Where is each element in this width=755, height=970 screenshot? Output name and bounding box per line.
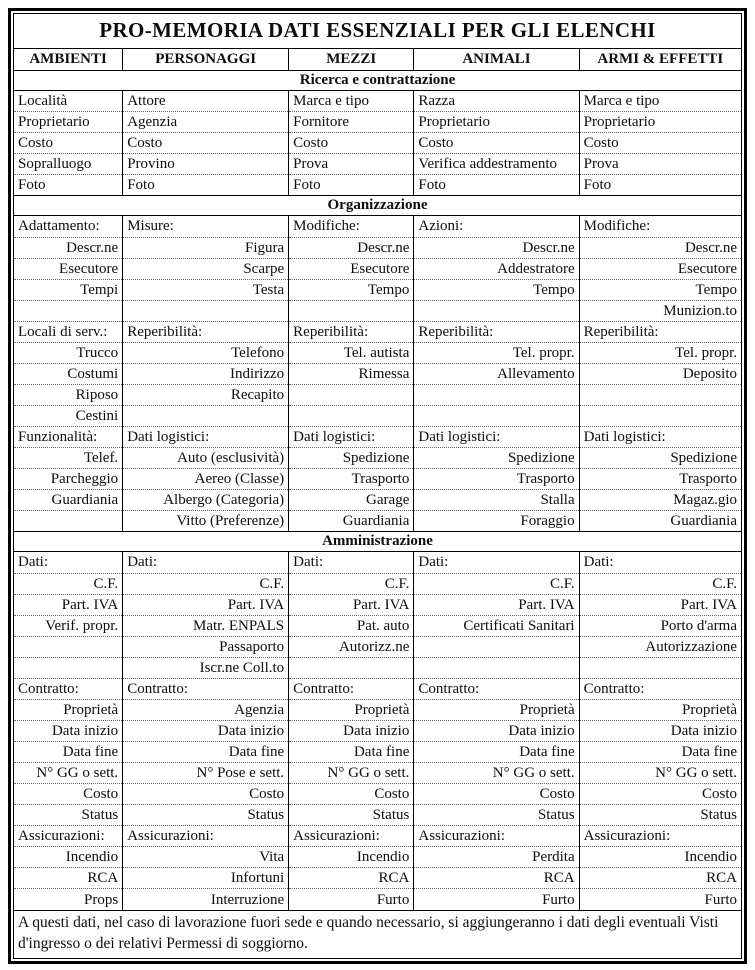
table-row xyxy=(14,657,742,678)
table-cell: Vitto (Preferenze) xyxy=(123,511,289,532)
table-cell: Autorizzazione xyxy=(579,636,741,657)
table-cell: Passaporto xyxy=(123,636,289,657)
table-cell: Spedizione xyxy=(414,448,579,469)
table-cell: Foto xyxy=(414,175,579,196)
table-row xyxy=(14,448,742,469)
table-cell xyxy=(414,657,579,678)
table-cell: Dati: xyxy=(123,552,289,573)
table-row xyxy=(14,699,742,720)
section-header: Amministrazione xyxy=(14,532,742,552)
table-cell: Assicurazioni: xyxy=(123,826,289,847)
table-cell: Pat. auto xyxy=(289,615,414,636)
table-cell: Perdita xyxy=(414,847,579,868)
column-header-row xyxy=(14,49,742,71)
table-row xyxy=(14,615,742,636)
table-row xyxy=(14,805,742,826)
table-cell: Esecutore xyxy=(14,258,123,279)
table-cell: Assicurazioni: xyxy=(414,826,579,847)
table-row xyxy=(14,342,742,363)
table-cell: Dati: xyxy=(579,552,741,573)
table-cell: Costo xyxy=(123,784,289,805)
table-row xyxy=(14,91,742,112)
table-cell: RCA xyxy=(289,868,414,889)
table-cell: Trasporto xyxy=(289,469,414,490)
table-cell: Foto xyxy=(579,175,741,196)
table-cell: Part. IVA xyxy=(414,594,579,615)
table-cell xyxy=(14,300,123,321)
table-cell: RCA xyxy=(414,868,579,889)
table-cell: Proprietà xyxy=(14,699,123,720)
table-cell: Dati logistici: xyxy=(289,427,414,448)
table-cell xyxy=(579,406,741,427)
table-cell: Data fine xyxy=(14,742,123,763)
table-cell xyxy=(414,406,579,427)
table-cell: Data inizio xyxy=(14,720,123,741)
table-cell: Costumi xyxy=(14,363,123,384)
table-cell: Porto d'arma xyxy=(579,615,741,636)
table-row xyxy=(14,279,742,300)
table-cell: C.F. xyxy=(289,573,414,594)
table-row xyxy=(14,406,742,427)
table-cell: Garage xyxy=(289,490,414,511)
table-cell: Dati logistici: xyxy=(414,427,579,448)
table-cell: Dati: xyxy=(14,552,123,573)
table-cell: Tempi xyxy=(14,279,123,300)
table-cell: Data inizio xyxy=(579,720,741,741)
table-cell: Incendio xyxy=(579,847,741,868)
table-cell: Interruzione xyxy=(123,889,289,911)
table-cell: Tempo xyxy=(289,279,414,300)
table-cell: Razza xyxy=(414,91,579,112)
table-cell: Trasporto xyxy=(414,469,579,490)
table-cell: Guardiania xyxy=(14,490,123,511)
table-cell: Data inizio xyxy=(123,720,289,741)
table-cell: C.F. xyxy=(14,573,123,594)
table-cell xyxy=(14,511,123,532)
table-cell: Tempo xyxy=(579,279,741,300)
title-row xyxy=(14,14,742,49)
table-cell: Furto xyxy=(579,889,741,911)
table-cell: Esecutore xyxy=(289,258,414,279)
table-cell: Proprietà xyxy=(414,699,579,720)
table-cell: Dati logistici: xyxy=(123,427,289,448)
table-cell: Data fine xyxy=(289,742,414,763)
table-cell xyxy=(414,636,579,657)
table-cell: Spedizione xyxy=(289,448,414,469)
table-cell: Auto (esclusività) xyxy=(123,448,289,469)
table-cell: Azioni: xyxy=(414,216,579,237)
table-frame xyxy=(8,8,747,964)
table-cell: Assicurazioni: xyxy=(289,826,414,847)
table-cell: Status xyxy=(579,805,741,826)
table-cell: Telef. xyxy=(14,448,123,469)
table-cell: Modifiche: xyxy=(579,216,741,237)
table-cell: Contratto: xyxy=(289,678,414,699)
table-row xyxy=(14,763,742,784)
table-cell: Costo xyxy=(579,133,741,154)
table-cell: Guardiania xyxy=(289,511,414,532)
table-cell: Tel. propr. xyxy=(414,342,579,363)
table-row xyxy=(14,112,742,133)
section-header-row xyxy=(14,532,742,552)
table-cell: Adattamento: xyxy=(14,216,123,237)
table-cell: Albergo (Categoria) xyxy=(123,490,289,511)
table-cell xyxy=(414,384,579,405)
table-row xyxy=(14,889,742,911)
table-cell: Costo xyxy=(414,784,579,805)
table-cell: Incendio xyxy=(14,847,123,868)
table-cell: Props xyxy=(14,889,123,911)
table-cell: Foto xyxy=(14,175,123,196)
table-cell: Foto xyxy=(123,175,289,196)
table-cell xyxy=(579,384,741,405)
table-cell: Sopralluogo xyxy=(14,154,123,175)
table-cell: Riposo xyxy=(14,384,123,405)
table-cell: Funzionalità: xyxy=(14,427,123,448)
table-cell: Part. IVA xyxy=(579,594,741,615)
table-cell: Contratto: xyxy=(123,678,289,699)
table-cell: Data fine xyxy=(414,742,579,763)
table-cell: Part. IVA xyxy=(14,594,123,615)
table-cell: Cestini xyxy=(14,406,123,427)
table-cell: Descr.ne xyxy=(14,237,123,258)
table-cell: Foto xyxy=(289,175,414,196)
table-row xyxy=(14,594,742,615)
table-cell: Data inizio xyxy=(289,720,414,741)
table-cell xyxy=(123,300,289,321)
table-row xyxy=(14,258,742,279)
table-cell: Reperibilità: xyxy=(579,321,741,342)
table-cell: Addestratore xyxy=(414,258,579,279)
table-cell: Costo xyxy=(289,784,414,805)
table-cell: N° Pose e sett. xyxy=(123,763,289,784)
column-header-animali: ANIMALI xyxy=(414,49,579,71)
table-cell: RCA xyxy=(579,868,741,889)
table-row xyxy=(14,175,742,196)
section-header-row xyxy=(14,196,742,216)
table-cell: Guardiania xyxy=(579,511,741,532)
table-cell: Descr.ne xyxy=(414,237,579,258)
table-cell: Proprietario xyxy=(579,112,741,133)
table-cell xyxy=(414,300,579,321)
table-row xyxy=(14,847,742,868)
table-cell: Data fine xyxy=(123,742,289,763)
table-cell: Provino xyxy=(123,154,289,175)
table-cell: Esecutore xyxy=(579,258,741,279)
table-cell: Status xyxy=(414,805,579,826)
table-row xyxy=(14,868,742,889)
table-cell: N° GG o sett. xyxy=(14,763,123,784)
table-cell: Verif. propr. xyxy=(14,615,123,636)
table-cell: Furto xyxy=(289,889,414,911)
table-cell: Contratto: xyxy=(579,678,741,699)
footer-note: A questi dati, nel caso di lavorazione fuori sede e quando necessario, si aggiungeranno i dati degli eventuali Visti d'ingresso o dei relativi Permessi di soggiorno. xyxy=(14,911,742,959)
table-row xyxy=(14,826,742,847)
table-cell: Magaz.gio xyxy=(579,490,741,511)
table-cell: Agenzia xyxy=(123,112,289,133)
table-cell: Verifica addestramento xyxy=(414,154,579,175)
table-cell: Data inizio xyxy=(414,720,579,741)
table-cell: Contratto: xyxy=(14,678,123,699)
table-cell: N° GG o sett. xyxy=(579,763,741,784)
table-cell: Fornitore xyxy=(289,112,414,133)
table-cell xyxy=(123,406,289,427)
table-row xyxy=(14,490,742,511)
table-cell xyxy=(289,300,414,321)
table-cell xyxy=(579,657,741,678)
table-cell: Furto xyxy=(414,889,579,911)
table-cell: Costo xyxy=(289,133,414,154)
table-cell: Foraggio xyxy=(414,511,579,532)
table-cell: Trasporto xyxy=(579,469,741,490)
table-cell: Costo xyxy=(14,133,123,154)
table-cell: N° GG o sett. xyxy=(414,763,579,784)
table-row xyxy=(14,154,742,175)
table-row xyxy=(14,720,742,741)
table-row xyxy=(14,384,742,405)
table-cell: C.F. xyxy=(579,573,741,594)
table-row xyxy=(14,216,742,237)
table-cell: Iscr.ne Coll.to xyxy=(123,657,289,678)
table-row xyxy=(14,363,742,384)
table-cell: Descr.ne xyxy=(289,237,414,258)
table-cell: Stalla xyxy=(414,490,579,511)
table-cell: Tel. autista xyxy=(289,342,414,363)
table-cell: Munizion.to xyxy=(579,300,741,321)
table-cell: Misure: xyxy=(123,216,289,237)
table-row xyxy=(14,573,742,594)
table-cell xyxy=(289,657,414,678)
table-cell: RCA xyxy=(14,868,123,889)
column-header-armi-effetti: ARMI & EFFETTI xyxy=(579,49,741,71)
table-cell: Matr. ENPALS xyxy=(123,615,289,636)
table-cell: Vita xyxy=(123,847,289,868)
table-cell: Autorizz.ne xyxy=(289,636,414,657)
table-cell: N° GG o sett. xyxy=(289,763,414,784)
footer-row xyxy=(14,911,742,959)
table-row xyxy=(14,552,742,573)
table-cell: Certificati Sanitari xyxy=(414,615,579,636)
table-cell: Status xyxy=(123,805,289,826)
table-cell: Reperibilità: xyxy=(123,321,289,342)
table-cell: Proprietà xyxy=(289,699,414,720)
table-cell: Part. IVA xyxy=(123,594,289,615)
table-cell: Trucco xyxy=(14,342,123,363)
table-cell xyxy=(14,636,123,657)
column-header-personaggi: PERSONAGGI xyxy=(123,49,289,71)
table-row xyxy=(14,784,742,805)
table-cell: Costo xyxy=(414,133,579,154)
table-cell: Part. IVA xyxy=(289,594,414,615)
table-row xyxy=(14,237,742,258)
table-cell: Descr.ne xyxy=(579,237,741,258)
table-row xyxy=(14,511,742,532)
table-cell: Marca e tipo xyxy=(579,91,741,112)
table-cell: C.F. xyxy=(414,573,579,594)
table-cell: Modifiche: xyxy=(289,216,414,237)
table-cell: Status xyxy=(289,805,414,826)
table-cell: Locali di serv.: xyxy=(14,321,123,342)
table-row xyxy=(14,133,742,154)
table-row xyxy=(14,742,742,763)
table-cell: Attore xyxy=(123,91,289,112)
table-cell: Parcheggio xyxy=(14,469,123,490)
table-cell xyxy=(289,406,414,427)
table-cell: Testa xyxy=(123,279,289,300)
table-cell: Infortuni xyxy=(123,868,289,889)
column-header-mezzi: MEZZI xyxy=(289,49,414,71)
section-header: Ricerca e contrattazione xyxy=(14,71,742,91)
table-cell: Reperibilità: xyxy=(289,321,414,342)
table-cell: Costo xyxy=(14,784,123,805)
table-cell: Assicurazioni: xyxy=(14,826,123,847)
table-cell: Spedizione xyxy=(579,448,741,469)
table-cell xyxy=(289,384,414,405)
table-cell: Data fine xyxy=(579,742,741,763)
table-cell: Proprietà xyxy=(579,699,741,720)
table-cell: Prova xyxy=(289,154,414,175)
table-cell: Contratto: xyxy=(414,678,579,699)
section-header: Organizzazione xyxy=(14,196,742,216)
section-header-row xyxy=(14,71,742,91)
pro-memoria-table xyxy=(13,13,742,959)
table-cell: Proprietario xyxy=(414,112,579,133)
table-cell: Incendio xyxy=(289,847,414,868)
table-cell: Status xyxy=(14,805,123,826)
table-cell: Agenzia xyxy=(123,699,289,720)
table-cell: Proprietario xyxy=(14,112,123,133)
table-cell: Dati logistici: xyxy=(579,427,741,448)
table-cell: Dati: xyxy=(414,552,579,573)
table-cell: Rimessa xyxy=(289,363,414,384)
table-cell xyxy=(14,657,123,678)
table-cell: Assicurazioni: xyxy=(579,826,741,847)
table-cell: Aereo (Classe) xyxy=(123,469,289,490)
table-cell: Deposito xyxy=(579,363,741,384)
table-cell: Costo xyxy=(123,133,289,154)
table-row xyxy=(14,300,742,321)
table-cell: Figura xyxy=(123,237,289,258)
table-row xyxy=(14,321,742,342)
table-cell: Indirizzo xyxy=(123,363,289,384)
table-cell: Scarpe xyxy=(123,258,289,279)
table-cell: Costo xyxy=(579,784,741,805)
table-cell: Località xyxy=(14,91,123,112)
table-row xyxy=(14,469,742,490)
table-cell: Tempo xyxy=(414,279,579,300)
table-cell: Tel. propr. xyxy=(579,342,741,363)
column-header-ambienti: AMBIENTI xyxy=(14,49,123,71)
table-cell: Reperibilità: xyxy=(414,321,579,342)
table-row xyxy=(14,678,742,699)
table-cell: Prova xyxy=(579,154,741,175)
page-title: PRO-MEMORIA DATI ESSENZIALI PER GLI ELENCHI xyxy=(14,14,742,49)
table-row xyxy=(14,427,742,448)
table-cell: Allevamento xyxy=(414,363,579,384)
table-row xyxy=(14,636,742,657)
table-cell: C.F. xyxy=(123,573,289,594)
table-cell: Marca e tipo xyxy=(289,91,414,112)
table-cell: Recapito xyxy=(123,384,289,405)
table-cell: Dati: xyxy=(289,552,414,573)
table-cell: Telefono xyxy=(123,342,289,363)
